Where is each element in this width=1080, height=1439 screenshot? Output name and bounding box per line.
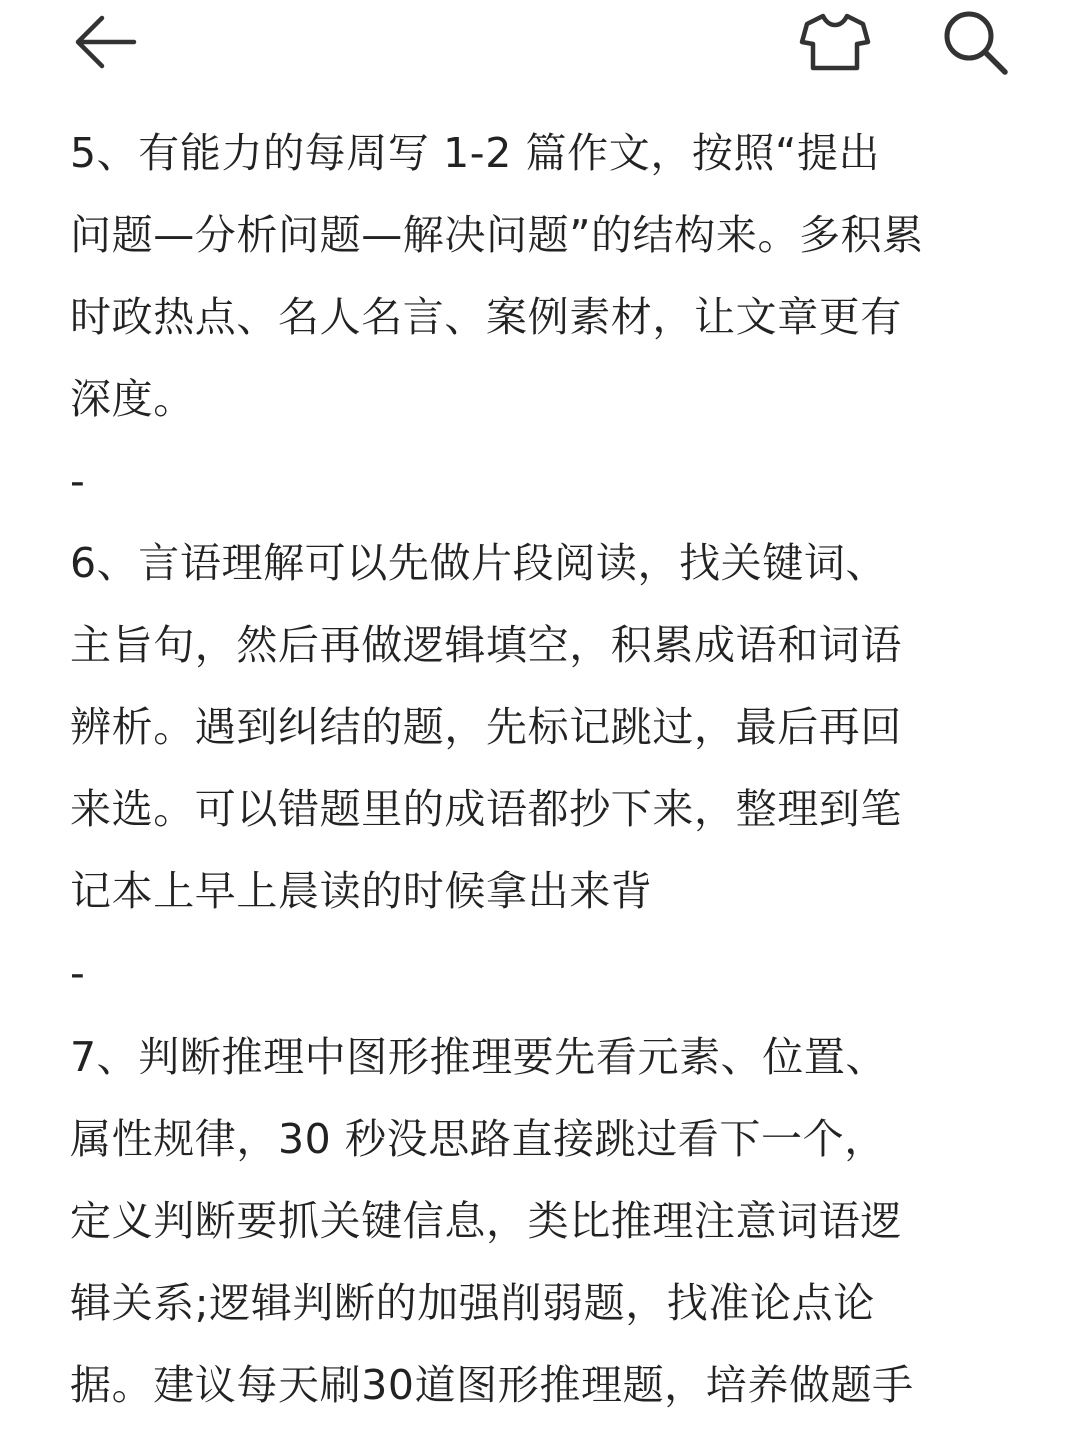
paragraph-6: 6、言语理解可以先做片段阅读，找关键词、 主旨句，然后再做逻辑填空，积累成语和词语 辨析。遇到纠结的题，先标记跳过，最后再回 来选。可以错题里的成语都抄下来，整理到笔 记本上早上晨读的时候拿出来背 <box>70 539 902 915</box>
search-button[interactable] <box>935 4 1015 80</box>
paragraph-5: 5、有能力的每周写 1-2 篇作文，按照“提出 问题—分析问题—解决问题”的结构来。多积累 时政热点、名人名言、案例素材，让文章更有 深度。 <box>70 129 924 423</box>
back-button[interactable] <box>70 10 142 74</box>
top-bar <box>0 0 1080 90</box>
separator: - <box>70 949 85 997</box>
separator: - <box>70 457 85 505</box>
paragraph-7: 7、判断推理中图形推理要先看元素、位置、 属性规律，30 秒没思路直接跳过看下一个， 定义判断要抓关键信息，类比推理注意词语逻 辑关系;逻辑判断的加强削弱题，找准论点论 据。建议每天刷30道图形推理题，培养做题手 <box>70 1033 914 1409</box>
back-arrow-icon <box>70 10 142 74</box>
search-icon <box>935 4 1015 80</box>
theme-button[interactable] <box>797 6 873 76</box>
article-body <box>70 112 1020 1426</box>
tshirt-icon <box>797 6 873 76</box>
